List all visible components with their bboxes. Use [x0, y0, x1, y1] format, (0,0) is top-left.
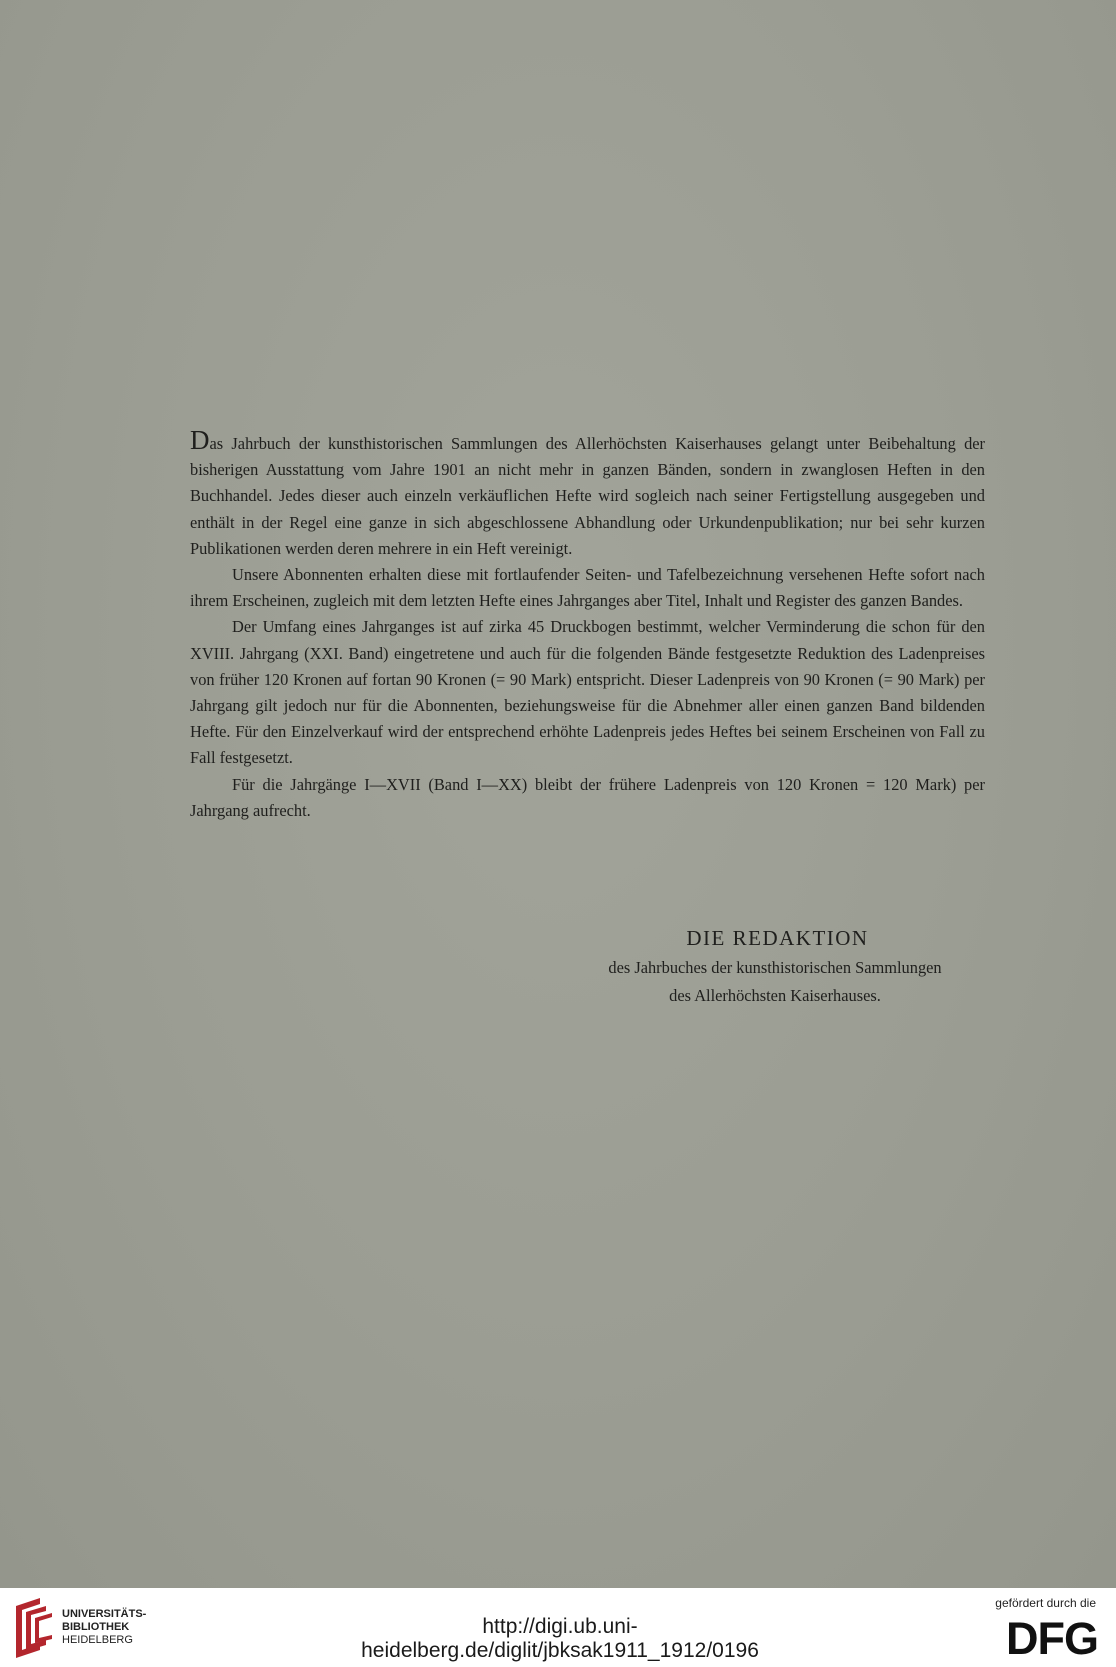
library-name [62, 1608, 146, 1647]
signature-title: DIE REDAKTION [686, 926, 869, 950]
signature-line-1: des Jahrbuches der kunsthistorischen Sammlungen [608, 958, 942, 977]
library-name-line-2: BIBLIOTHEK [62, 1621, 130, 1633]
announcement-text [190, 425, 985, 824]
signature-line-2: des Allerhöchsten Kaiserhauses. [669, 986, 881, 1005]
paragraph-4: Für die Jahrgänge I—XVII (Band I—XX) bleibt der frühere Ladenpreis von 120 Kronen = 120 Mark) per Jahrgang aufrecht. [190, 774, 985, 820]
library-name-line-1: UNIVERSITÄTS- [62, 1608, 147, 1620]
paragraph-3: Der Umfang eines Jahrganges ist auf zirka 45 Druckbogen bestimmt, welcher Verminderung die schon für den XVIII. Jahrgang (XXI. Band) eingetretene und auch für die folgenden Bände festgesetzte Reduktion des Ladenpreises von früher 120 Kronen auf fortan 90 Kronen (= 90 Mark) entspricht. Dieser Ladenpreis von 90 Kronen (= 90 Mark) per Jahrgang gilt jedoch nur für die Abonnenten, beziehungsweise für die Abnehmer aller einen ganzen Band bildenden Hefte. Für den Einzelverkauf wird der entsprechend erhöhte Ladenpreis jedes Heftes bei seinem Erscheinen von Fall zu Fall festgesetzt. [190, 617, 985, 768]
dfg-logo: DFG [1006, 1613, 1098, 1664]
viewer-footer [0, 1588, 1116, 1667]
library-logo-icon [10, 1596, 58, 1658]
funding-caption: gefördert durch die [995, 1596, 1096, 1610]
paragraph-1: Das Jahrbuch der kunsthistorischen Sammlungen des Allerhöchsten Kaiserhauses gelangt unter Beibehaltung der bisherigen Ausstattung vom Jahre 1901 an nicht mehr in ganzen Bänden, sondern in zwanglosen Heften in den Buchhandel. Jedes dieser auch einzeln verkäuflichen Hefte wird sogleich nach seiner Fertigstellung ausgegeben und enthält in der Regel eine ganze in sich abgeschlossene Abhandlung oder Urkundenpublikation; nur bei sehr kurzen Publikationen werden deren mehrere in ein Heft vereinigt. [190, 425, 985, 558]
paragraph-2: Unsere Abonnenten erhalten diese mit fortlaufender Seiten- und Tafelbezeichnung versehenen Hefte sofort nach ihrem Erscheinen, zugleich mit dem letzten Hefte eines Jahrganges aber Titel, Inhalt und Register des ganzen Bandes. [190, 565, 985, 611]
library-name-line-3: HEIDELBERG [62, 1634, 133, 1646]
document-url-link[interactable]: http://digi.ub.uni-heidelberg.de/diglit/jbksak1911_1912/0196 [361, 1615, 759, 1662]
